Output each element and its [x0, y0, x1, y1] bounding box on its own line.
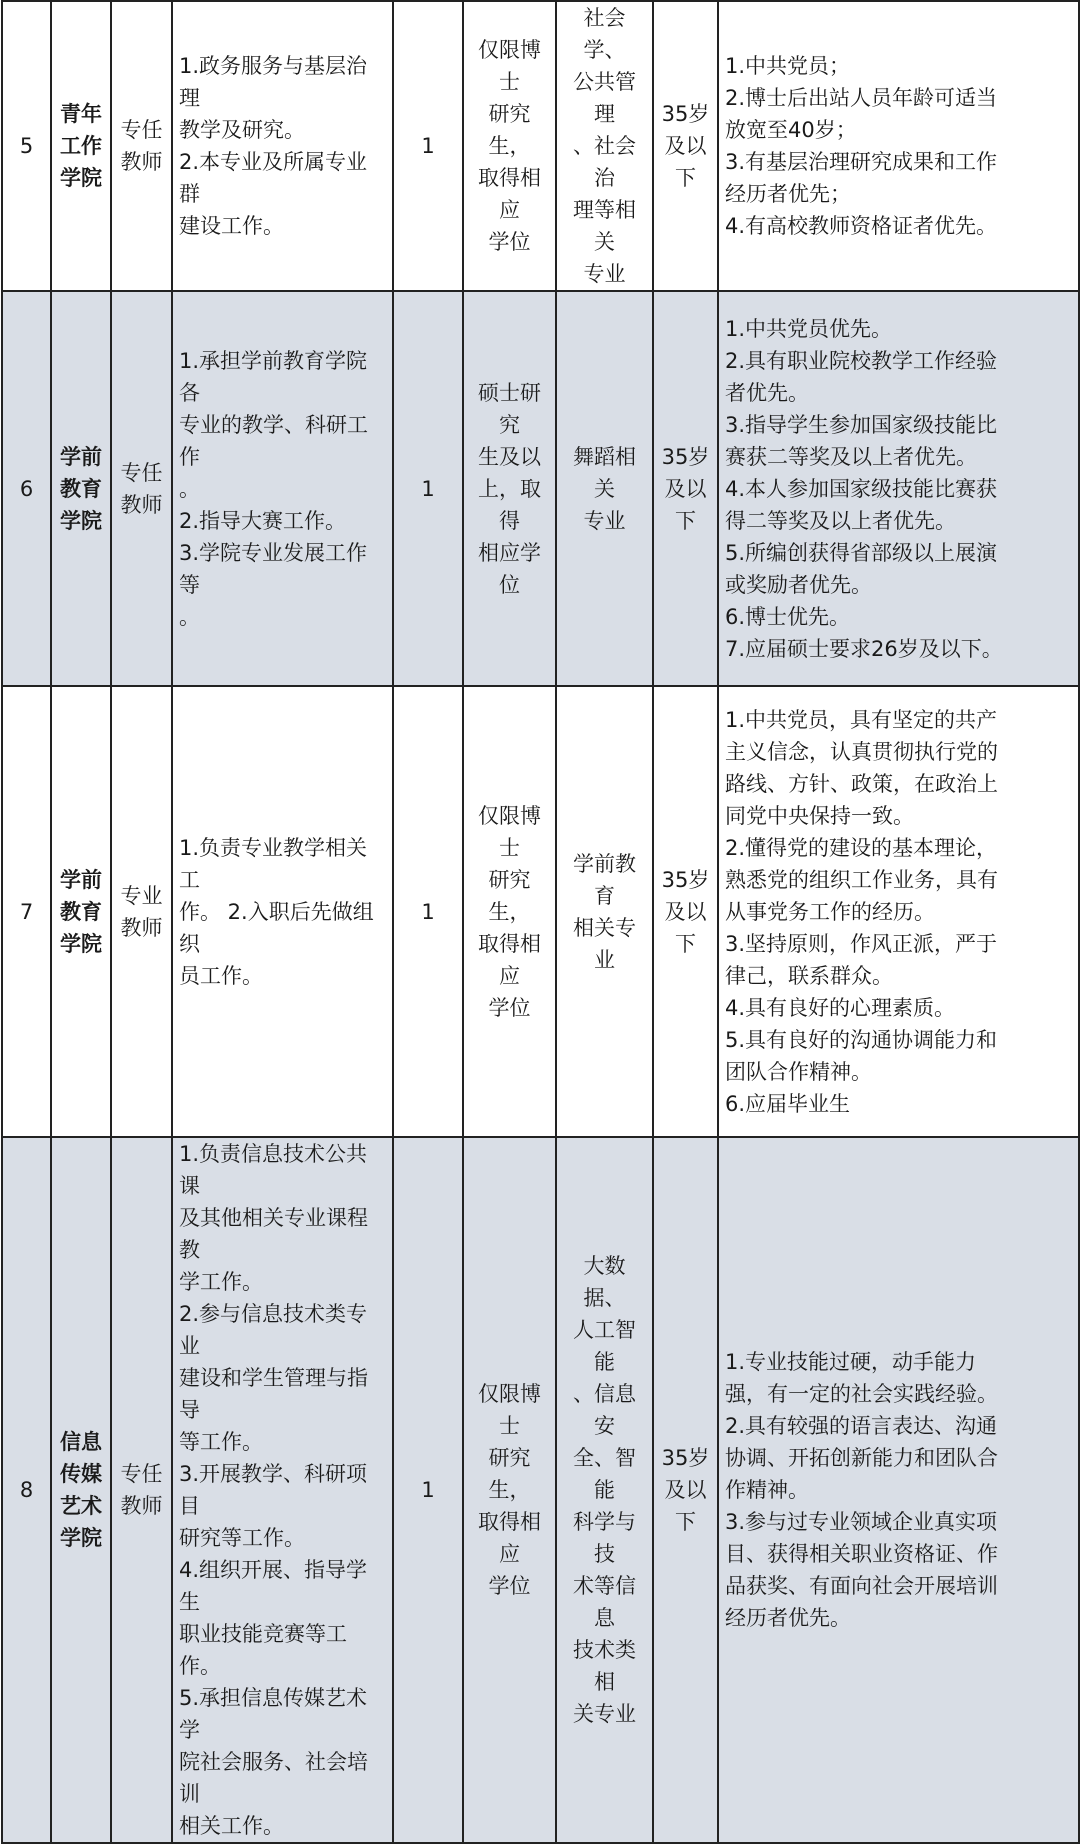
education-requirement-line: 相应学位	[478, 540, 541, 597]
post-type	[111, 1137, 172, 1843]
job-duties-line: 1.政务服务与基层治理	[179, 54, 368, 110]
other-requirements-line: 2.博士后出站人员年龄可适当	[725, 86, 998, 110]
education-requirement	[463, 291, 556, 686]
row-number: 8	[2, 1137, 51, 1843]
major-requirement-line: 术等信息	[573, 1574, 636, 1630]
job-duties-line: 1.负责信息技术公共课	[179, 1142, 368, 1198]
other-requirements-line: 律己，联系群众。	[725, 963, 893, 988]
other-requirements	[718, 1, 1079, 291]
post-type-line: 教师	[120, 915, 163, 940]
other-requirements-line: 3.指导学生参加国家级技能比	[725, 412, 998, 437]
job-duties-line: 研究等工作。	[179, 1526, 305, 1550]
age-requirement	[653, 291, 718, 686]
education-requirement-line: 仅限博士	[478, 1382, 541, 1438]
major-requirement-line: 大数据、	[583, 1254, 626, 1310]
college-name-line: 学前	[60, 444, 102, 469]
row-number: 6	[2, 291, 51, 686]
age-requirement	[653, 686, 718, 1137]
age-requirement	[653, 1, 718, 291]
college-name	[51, 1, 111, 291]
job-duties-line: 1.负责专业教学相关工	[179, 835, 368, 892]
table-row	[2, 1137, 1079, 1843]
major-requirement	[556, 1, 653, 291]
job-duties-line: 学工作。	[179, 1270, 263, 1294]
major-requirement-line: 、社会治	[573, 134, 636, 190]
college-name-line: 青年	[60, 102, 102, 126]
education-requirement	[463, 1, 556, 291]
college-name	[51, 1137, 111, 1843]
row-number: 5	[2, 1, 51, 291]
college-name-line: 学前	[60, 867, 102, 892]
other-requirements-line: 者优先。	[725, 380, 809, 405]
post-type-line: 专任	[120, 1462, 163, 1486]
other-requirements-line: 路线、方针、政策，在政治上	[725, 771, 998, 796]
major-requirement-line: 技术类相	[573, 1638, 636, 1694]
other-requirements-line: 1.中共党员，具有坚定的共产	[725, 707, 998, 732]
other-requirements-line: 同党中央保持一致。	[725, 803, 914, 828]
major-requirement-line: 、信息安	[573, 1382, 636, 1438]
major-requirement-line: 社会学、	[583, 6, 626, 62]
age-requirement-line: 下	[675, 166, 696, 190]
other-requirements-line: 赛获二等奖及以上者优先。	[725, 444, 977, 469]
college-name-line: 教育	[60, 899, 102, 924]
education-requirement-line: 学位	[488, 995, 531, 1020]
education-requirement-line: 取得相应	[478, 166, 541, 222]
table-row	[2, 686, 1079, 1137]
age-requirement	[653, 1137, 718, 1843]
other-requirements-line: 强，有一定的社会实践经验。	[725, 1382, 998, 1406]
job-duties	[172, 686, 393, 1137]
hire-count: 1	[393, 686, 463, 1137]
education-requirement-line: 仅限博士	[478, 803, 541, 860]
hire-count: 1	[393, 1, 463, 291]
hire-count: 1	[393, 291, 463, 686]
post-type-line: 教师	[120, 150, 163, 174]
post-type	[111, 686, 172, 1137]
row-number: 7	[2, 686, 51, 1137]
education-requirement	[463, 1137, 556, 1843]
job-duties-line: 职业技能竞赛等工作。	[179, 1622, 347, 1678]
education-requirement	[463, 686, 556, 1137]
other-requirements	[718, 686, 1079, 1137]
age-requirement-line: 下	[675, 508, 696, 533]
other-requirements-line: 目、获得相关职业资格证、作	[725, 1542, 998, 1566]
other-requirements-line: 品获奖、有面向社会开展培训	[725, 1574, 998, 1598]
college-name-line: 工作	[60, 134, 102, 158]
education-requirement-line: 仅限博士	[478, 38, 541, 94]
table-body	[2, 1, 1079, 1843]
job-duties-line: 等工作。	[179, 1430, 263, 1454]
education-requirement-line: 取得相应	[478, 1510, 541, 1566]
education-requirement-line: 学位	[488, 1574, 531, 1598]
college-name-line: 教育	[60, 476, 102, 501]
job-duties-line: 作。 2.入职后先做组织	[179, 899, 374, 956]
other-requirements-line: 3.有基层治理研究成果和工作	[725, 150, 998, 174]
age-requirement-line: 35岁	[661, 102, 710, 126]
major-requirement-line: 人工智能	[573, 1318, 636, 1374]
other-requirements-line: 或奖励者优先。	[725, 572, 872, 597]
job-duties	[172, 1137, 393, 1843]
education-requirement-line: 研究生，	[488, 867, 531, 924]
age-requirement-line: 35岁	[661, 867, 710, 892]
age-requirement-line: 35岁	[661, 1446, 710, 1470]
recruitment-table	[1, 0, 1080, 1844]
other-requirements-line: 5.所编创获得省部级以上展演	[725, 540, 998, 565]
job-duties-line: 2.参与信息技术类专业	[179, 1302, 368, 1358]
college-name-line: 学院	[60, 166, 102, 190]
education-requirement-line: 学位	[488, 230, 531, 254]
education-requirement-line: 研究生，	[488, 1446, 531, 1502]
college-name-line: 学院	[60, 508, 102, 533]
major-requirement-line: 专业	[583, 262, 626, 286]
job-duties-line: 2.本专业及所属专业群	[179, 150, 368, 206]
job-duties-line: 建设工作。	[179, 214, 284, 238]
post-type-line: 专业	[120, 883, 163, 908]
age-requirement-line: 及以	[664, 134, 707, 158]
job-duties-line: 5.承担信息传媒艺术学	[179, 1686, 368, 1742]
college-name	[51, 291, 111, 686]
other-requirements-line: 1.中共党员；	[725, 54, 851, 78]
job-duties-line: 3.开展教学、科研项目	[179, 1462, 368, 1518]
college-name-line: 信息	[60, 1430, 102, 1454]
other-requirements-line: 协调、开拓创新能力和团队合	[725, 1446, 998, 1470]
education-requirement-line: 上，取得	[478, 476, 541, 533]
other-requirements-line: 3.参与过专业领域企业真实项	[725, 1510, 998, 1534]
other-requirements	[718, 1137, 1079, 1843]
other-requirements-line: 6.应届毕业生	[725, 1091, 851, 1116]
major-requirement-line: 相关专业	[573, 915, 636, 972]
job-duties-line: 。	[179, 476, 200, 501]
major-requirement-line: 科学与技	[573, 1510, 636, 1566]
post-type-line: 教师	[120, 1494, 163, 1518]
other-requirements-line: 得二等奖及以上者优先。	[725, 508, 956, 533]
other-requirements-line: 经历者优先；	[725, 182, 851, 206]
job-duties	[172, 1, 393, 291]
other-requirements-line: 4.本人参加国家级技能比赛获	[725, 476, 998, 501]
other-requirements-line: 作精神。	[725, 1478, 809, 1502]
job-duties-line: 教学及研究。	[179, 118, 305, 142]
major-requirement-line: 关专业	[573, 1702, 636, 1726]
other-requirements-line: 7.应届硕士要求26岁及以下。	[725, 636, 1003, 661]
education-requirement-line: 生及以	[478, 444, 541, 469]
job-duties-line: 4.组织开展、指导学生	[179, 1558, 368, 1614]
other-requirements-line: 1.中共党员优先。	[725, 316, 893, 341]
post-type-line: 教师	[120, 492, 163, 517]
major-requirement-line: 理等相关	[573, 198, 636, 254]
job-duties-line: 院社会服务、社会培训	[179, 1750, 368, 1806]
table-row	[2, 291, 1079, 686]
post-type-line: 专任	[120, 460, 163, 485]
other-requirements-line: 4.有高校教师资格证者优先。	[725, 214, 998, 238]
age-requirement-line: 35岁	[661, 444, 710, 469]
other-requirements-line: 2.懂得党的建设的基本理论，	[725, 835, 998, 860]
job-duties-line: 3.学院专业发展工作等	[179, 540, 368, 597]
age-requirement-line: 下	[675, 931, 696, 956]
job-duties	[172, 291, 393, 686]
major-requirement-line: 公共管理	[573, 70, 636, 126]
education-requirement-line: 研究生，	[488, 102, 531, 158]
job-duties-line: 相关工作。	[179, 1814, 284, 1838]
college-name-line: 学院	[60, 1526, 102, 1550]
education-requirement-line: 取得相应	[478, 931, 541, 988]
college-name-line: 学院	[60, 931, 102, 956]
age-requirement-line: 及以	[664, 899, 707, 924]
job-duties-line: 2.指导大赛工作。	[179, 508, 347, 533]
table-row	[2, 1, 1079, 291]
other-requirements-line: 1.专业技能过硬，动手能力	[725, 1350, 977, 1374]
major-requirement	[556, 291, 653, 686]
major-requirement	[556, 1137, 653, 1843]
hire-count: 1	[393, 1137, 463, 1843]
age-requirement-line: 及以	[664, 476, 707, 501]
other-requirements-line: 4.具有良好的心理素质。	[725, 995, 956, 1020]
other-requirements-line: 团队合作精神。	[725, 1059, 872, 1084]
major-requirement-line: 舞蹈相关	[573, 444, 636, 501]
education-requirement-line: 硕士研究	[478, 380, 541, 437]
other-requirements	[718, 291, 1079, 686]
job-duties-line: 及其他相关专业课程教	[179, 1206, 368, 1262]
college-name-line: 传媒	[60, 1462, 102, 1486]
post-type	[111, 291, 172, 686]
age-requirement-line: 下	[675, 1510, 696, 1534]
post-type-line: 专任	[120, 118, 163, 142]
other-requirements-line: 经历者优先。	[725, 1606, 851, 1630]
college-name	[51, 686, 111, 1137]
major-requirement-line: 专业	[583, 508, 626, 533]
other-requirements-line: 2.具有职业院校教学工作经验	[725, 348, 998, 373]
college-name-line: 艺术	[60, 1494, 102, 1518]
job-duties-line: 建设和学生管理与指导	[179, 1366, 368, 1422]
job-duties-line: 1.承担学前教育学院各	[179, 348, 368, 405]
other-requirements-line: 熟悉党的组织工作业务，具有	[725, 867, 998, 892]
other-requirements-line: 放宽至40岁；	[725, 118, 857, 142]
job-duties-line: 员工作。	[179, 963, 263, 988]
other-requirements-line: 2.具有较强的语言表达、沟通	[725, 1414, 998, 1438]
major-requirement	[556, 686, 653, 1137]
other-requirements-line: 5.具有良好的沟通协调能力和	[725, 1027, 998, 1052]
major-requirement-line: 学前教育	[573, 851, 636, 908]
job-duties-line: 专业的教学、科研工作	[179, 412, 368, 469]
other-requirements-line: 3.坚持原则，作风正派，严于	[725, 931, 998, 956]
job-duties-line: 。	[179, 604, 200, 629]
other-requirements-line: 从事党务工作的经历。	[725, 899, 935, 924]
other-requirements-line: 主义信念，认真贯彻执行党的	[725, 739, 998, 764]
age-requirement-line: 及以	[664, 1478, 707, 1502]
other-requirements-line: 6.博士优先。	[725, 604, 851, 629]
post-type	[111, 1, 172, 291]
major-requirement-line: 全、智能	[573, 1446, 636, 1502]
